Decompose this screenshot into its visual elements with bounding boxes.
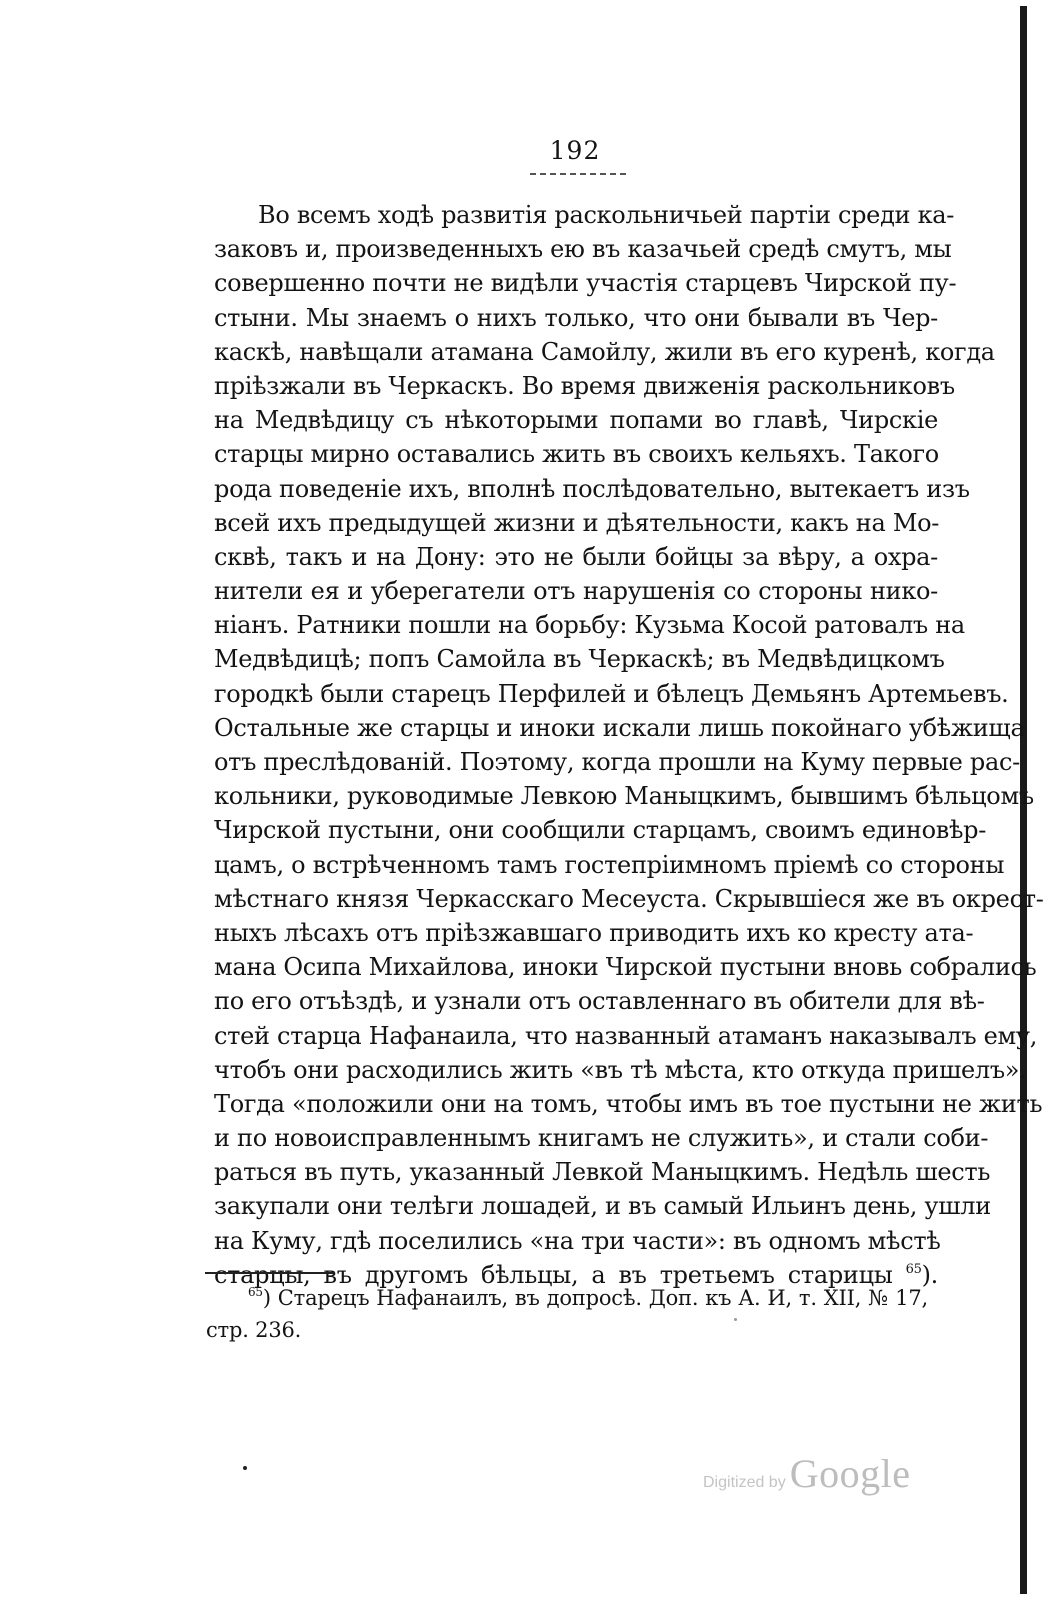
text-line-content: старцы, въ другомъ бѣльцы, а въ третьемъ старицы (214, 1260, 893, 1289)
text-line-content: ніанъ. Ратники пошли на борьбу: Кузьма Косой ратовалъ на (214, 611, 965, 640)
text-line-content: кольники, руководимые Левкою Маныцкимъ, бывшимъ бѣльцомъ (214, 782, 1034, 811)
text-line-content: Медвѣдицѣ; попъ Самойла въ Черкаскѣ; въ Медвѣдицкомъ (214, 645, 945, 674)
text-line (214, 608, 965, 642)
text-line-tail: ). (921, 1260, 938, 1289)
text-line-content: и по новоисправленнымъ книгамъ не служить», и стали соби- (214, 1124, 989, 1153)
text-line (214, 1087, 1043, 1121)
text-line (214, 1121, 989, 1155)
text-line-content: Остальные же старцы и иноки искали лишь покойнаго убѣжища (214, 713, 1025, 742)
footnote-text: ) Старецъ Нафанаилъ, въ допросѣ. Доп. къ А. И, т. XII, № 17, (262, 1286, 928, 1310)
text-line (214, 711, 1025, 745)
text-line-content: сквѣ, такъ и на Дону: это не были бойцы за вѣру, а охра- (214, 542, 938, 571)
google-logo: Google (789, 1451, 911, 1496)
footnote-reference: 65 (905, 1261, 922, 1277)
footnote (206, 1282, 928, 1346)
text-line-content: раться въ путь, указанный Левкой Маныцкимъ. Недѣль шесть (214, 1158, 991, 1187)
text-line-content: на Куму, гдѣ поселились «на три части»: въ одномъ мѣстѣ (214, 1226, 941, 1255)
text-line-content: закупали они телѣги лошадей, и въ самый Ильинъ день, ушли (214, 1192, 991, 1221)
text-line (214, 1224, 941, 1258)
text-line-content: нители ея и уберегатели отъ нарушенія со стороны нико- (214, 577, 938, 606)
text-line (214, 232, 952, 266)
text-line (214, 642, 945, 676)
text-line (214, 1019, 1038, 1053)
text-line (214, 574, 938, 608)
page-number: 192 (549, 136, 601, 165)
text-line (214, 506, 938, 540)
text-line (214, 369, 955, 403)
text-line-content: каскѣ, навѣщали атамана Самойлу, жили въ его куренѣ, когда (214, 337, 995, 366)
text-line (214, 677, 1009, 711)
text-line-content: ныхъ лѣсахъ отъ пріѣзжавшаго приводить ихъ ко кресту ата- (214, 918, 974, 947)
footnote-marker: 65 (248, 1285, 263, 1299)
text-line (214, 984, 985, 1018)
footnote-line (206, 1282, 928, 1314)
text-line-content: мана Осипа Михайлова, иноки Чирской пустыни вновь собрались (214, 953, 1037, 982)
text-line (214, 540, 938, 574)
text-line (214, 437, 938, 471)
text-line (214, 882, 1044, 916)
text-line-content: городкѣ были старецъ Перфилей и бѣлецъ Демьянъ Артемьевъ. (214, 679, 1009, 708)
text-line (214, 1189, 991, 1223)
text-line (214, 301, 938, 335)
text-line (214, 472, 970, 506)
text-line (214, 1155, 991, 1189)
text-line (214, 779, 1034, 813)
text-line-content: Тогда «положили они на томъ, чтобы имъ въ тое пустыни не жить (214, 1089, 1043, 1118)
text-line-content: цамъ, о встрѣченномъ тамъ гостепріимномъ пріемѣ со стороны (214, 850, 1005, 879)
text-line-content: по его отъѣздѣ, и узнали отъ оставленнаго въ обители для вѣ- (214, 987, 985, 1016)
text-line-content: стыни. Мы знаемъ о нихъ только, что они бывали въ Чер- (214, 303, 938, 332)
text-line-content: чтобъ они расходились жить «въ тѣ мѣста, кто откуда пришелъ». (214, 1055, 1027, 1084)
text-line-content: мѣстнаго князя Черкасскаго Месеуста. Скрывшіеся же въ окрест- (214, 884, 1044, 913)
text-line-content: заковъ и, произведенныхъ ею въ казачьей средѣ смутъ, мы (214, 235, 952, 264)
body-paragraph (214, 198, 1044, 1292)
text-line (214, 848, 1005, 882)
text-line (214, 1053, 1027, 1087)
text-line (214, 403, 938, 437)
ink-speck (243, 1466, 247, 1470)
ink-speck (734, 1318, 737, 1321)
text-line-content: Чирской пустыни, они сообщили старцамъ, своимъ единовѣр- (214, 816, 987, 845)
text-line-content: Во всемъ ходѣ развитія раскольничьей партіи среди ка- (258, 201, 955, 229)
text-line (214, 813, 987, 847)
footnote-line: стр. 236. (206, 1318, 302, 1342)
text-line-content: стей старца Нафанаила, что названный атаманъ наказывалъ ему, (214, 1021, 1038, 1050)
text-line-content: на Медвѣдицу съ нѣкоторыми попами во главѣ, Чирскіе (214, 406, 938, 435)
text-line-content: пріѣзжали въ Черкаскъ. Во время движенія раскольниковъ (214, 371, 955, 400)
digitized-by-google-watermark (703, 1450, 910, 1500)
text-line-content: рода поведеніе ихъ, вполнѣ послѣдовательно, вытекаетъ изъ (214, 474, 970, 503)
text-line (214, 266, 957, 300)
watermark-digitized-text: Digitized by (703, 1474, 786, 1491)
text-line (214, 745, 1020, 779)
text-line (214, 916, 974, 950)
text-line-content: старцы мирно оставались жить въ своихъ кельяхъ. Такого (214, 440, 939, 469)
text-line (214, 198, 955, 232)
text-line-content: совершенно почти не видѣли участія старцевъ Чирской пу- (214, 269, 957, 298)
text-line (214, 335, 995, 369)
footnote-separator (205, 1272, 335, 1274)
page-number-underline (530, 173, 626, 175)
text-line-content: отъ преслѣдованій. Поэтому, когда прошли на Куму первые рас- (214, 748, 1020, 776)
text-line-content: всей ихъ предыдущей жизни и дѣятельности, какъ на Мо- (214, 508, 940, 537)
text-line (214, 950, 1037, 984)
